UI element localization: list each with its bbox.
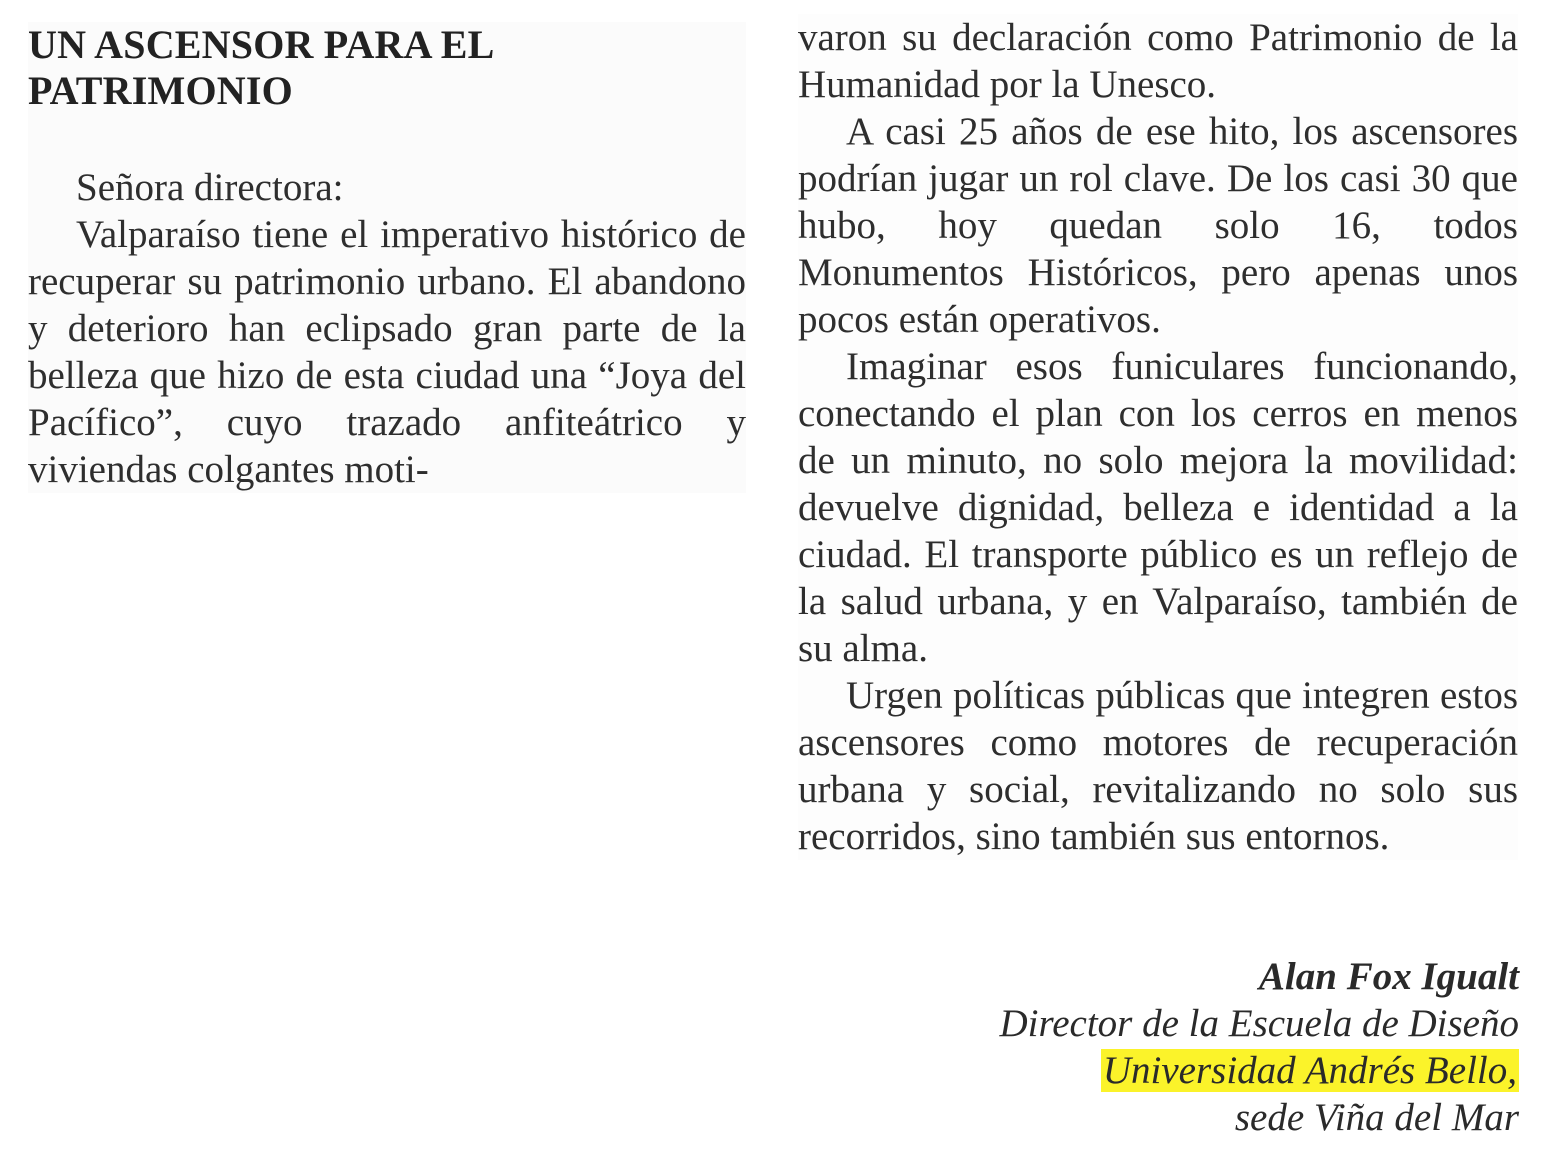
left-column	[28, 22, 746, 493]
paragraph-2: A casi 25 años de ese hito, los ascensores podrían jugar un rol clave. De los casi 30 que hubo, hoy quedan solo 16, todos Monumentos Históricos, pero apenas unos pocos están operativos.	[798, 110, 1518, 341]
paragraph-3: Imaginar esos funiculares funcionando, conectando el plan con los cerros en menos de un minuto, no solo mejora la movilidad: devuelve dignidad, belleza e identidad a la ciudad. El transporte público es un reflejo de la salud urbana, y en Valparaíso, también de su alma.	[798, 345, 1518, 670]
paragraph-4: Urgen políticas públicas que integren estos ascensores como motores de recuperación urbana y social, revitalizando no solo sus recorridos, sino también sus entornos.	[798, 674, 1518, 858]
paragraph-1-continuation: varon su declaración como Patrimonio de la Humanidad por la Unesco.	[798, 16, 1518, 106]
paragraph-1: Valparaíso tiene el imperativo histórico de recuperar su patrimonio urbano. El abandono y deterioro han eclipsado gran parte de la belleza que hizo de esta ciudad una “Joya del Pacífico”, cuyo trazado anfiteátrico y viviendas colgantes moti-	[28, 213, 746, 491]
right-column	[798, 14, 1518, 860]
author-title: Director de la Escuela de Diseño	[999, 1002, 1519, 1045]
author-name: Alan Fox Igualt	[1258, 955, 1519, 998]
salutation: Señora directora:	[76, 166, 344, 209]
author-institution: Universidad Andrés Bello,	[1102, 1049, 1517, 1092]
headline-line-2: PATRIMONIO	[28, 68, 293, 113]
headline	[28, 22, 746, 114]
headline-line-1: UN ASCENSOR PARA EL	[28, 22, 495, 67]
author-campus: sede Viña del Mar	[1234, 1096, 1519, 1139]
signature-block	[999, 953, 1519, 1141]
